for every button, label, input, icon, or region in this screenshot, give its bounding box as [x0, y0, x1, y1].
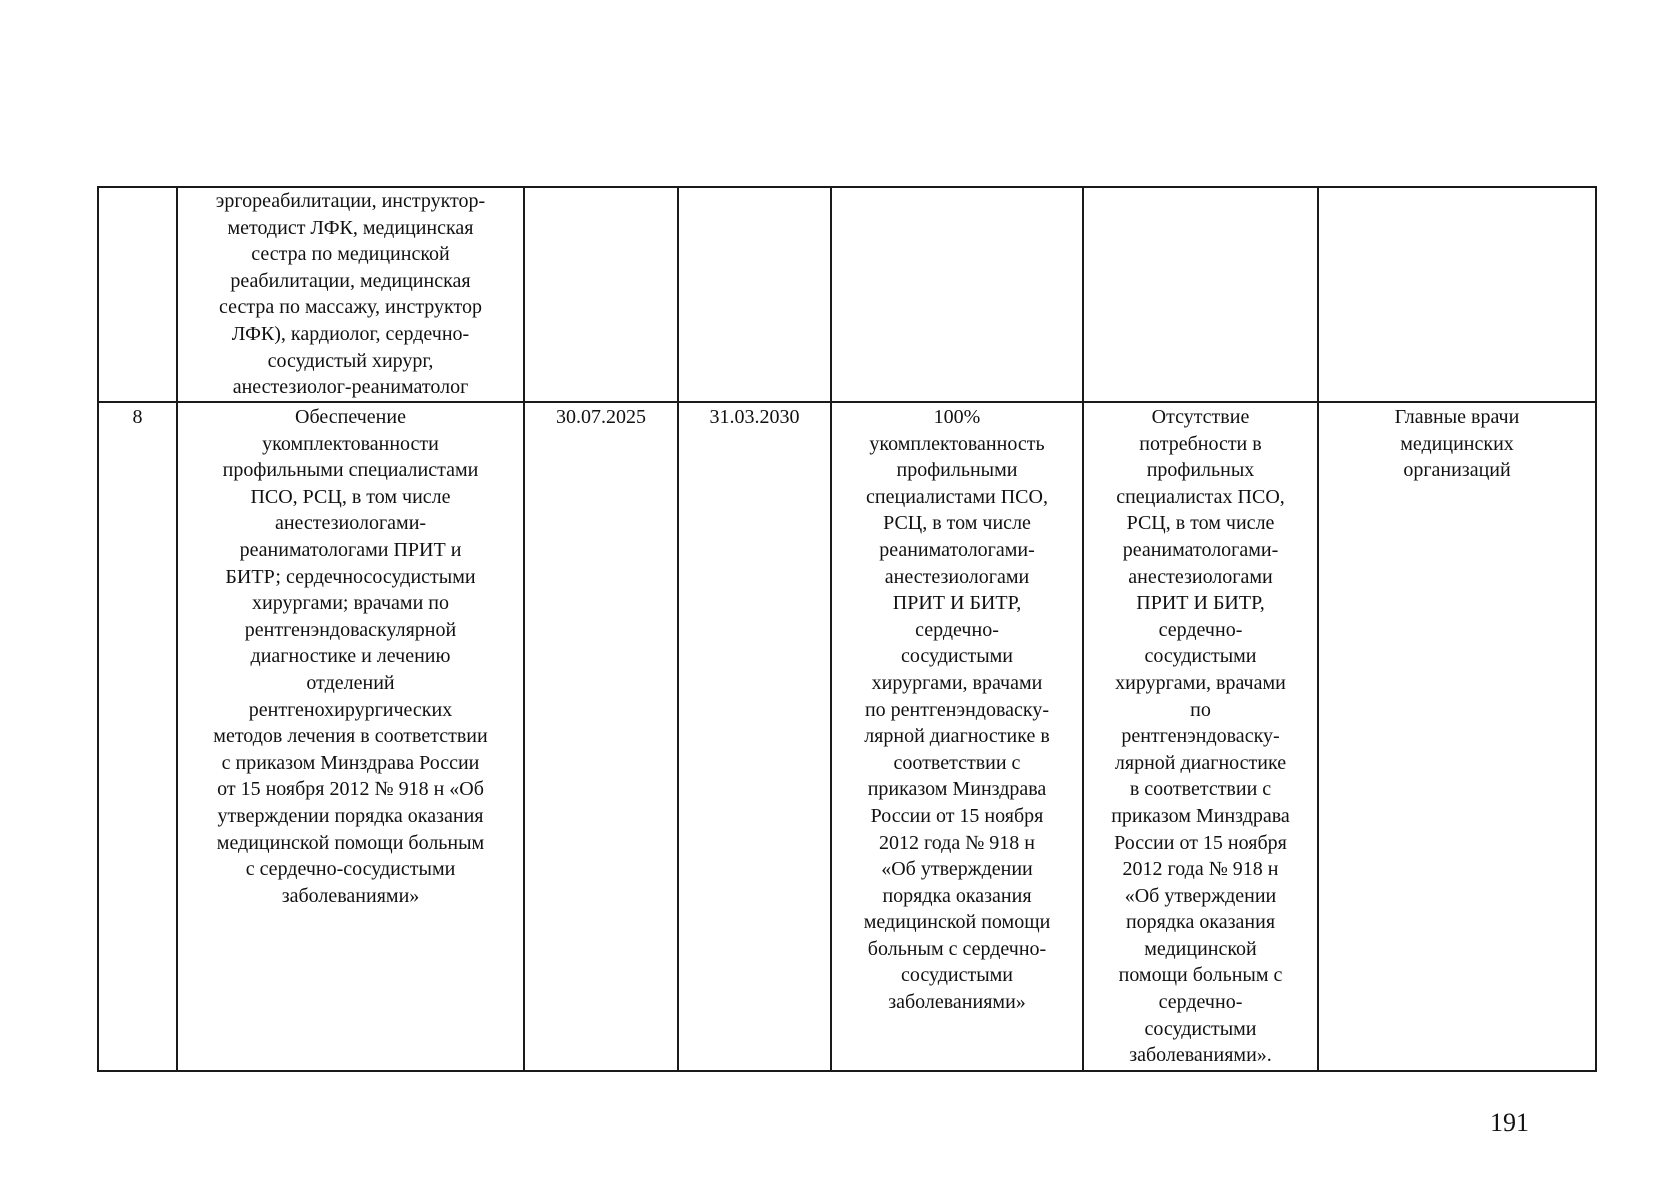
cell-result: [1083, 187, 1318, 402]
cell-result: Отсутствие потребности в профильных специалистах ПСО, РСЦ, в том числе реаниматологами- анестезиологами ПРИТ И БИТР, сердечно- сосудистыми хирургами, врачами по рентгенэндоваску- лярной диагностике в соответствии с приказом Минздрава России от 15 ноября 2012 года № 918 н «Об утверждении порядка оказания медицинской помощи больным с сердечно- сосудистыми заболеваниями».: [1083, 402, 1318, 1071]
cell-end-date: [678, 187, 831, 402]
cell-number: 8: [98, 402, 177, 1071]
measures-table: [97, 186, 1597, 1072]
table-row-continuation: [98, 187, 1596, 402]
cell-responsible: [1318, 187, 1596, 402]
cell-event: Обеспечение укомплектованности профильными специалистами ПСО, РСЦ, в том числе анестезиологами- реаниматологами ПРИТ и БИТР; сердечнососудистыми хирургами; врачами по рентгенэндоваскулярной диагностике и лечению отделений рентгенохирургических методов лечения в соответствии с приказом Минздрава России от 15 ноября 2012 № 918 н «Об утверждении порядка оказания медицинской помощи больным с сердечно-сосудистыми заболеваниями»: [177, 402, 524, 1071]
cell-start-date: [524, 187, 678, 402]
table-row-8: [98, 402, 1596, 1071]
cell-responsible: Главные врачи медицинских организаций: [1318, 402, 1596, 1071]
cell-number: [98, 187, 177, 402]
cell-start-date: 30.07.2025: [524, 402, 678, 1071]
cell-event: эргореабилитации, инструктор- методист ЛФК, медицинская сестра по медицинской реабилитации, медицинская сестра по массажу, инструктор ЛФК), кардиолог, сердечно- сосудистый хирург, анестезиолог-реаниматолог: [177, 187, 524, 402]
cell-indicator: [831, 187, 1083, 402]
page-number: 191: [1490, 1108, 1529, 1137]
cell-indicator: 100% укомплектованность профильными специалистами ПСО, РСЦ, в том числе реаниматологами- анестезиологами ПРИТ И БИТР, сердечно- сосудистыми хирургами, врачами по рентгенэндоваску- лярной диагностике в соответствии с приказом Минздрава России от 15 ноября 2012 года № 918 н «Об утверждении порядка оказания медицинской помощи больным с сердечно- сосудистыми заболеваниями»: [831, 402, 1083, 1071]
cell-end-date: 31.03.2030: [678, 402, 831, 1071]
